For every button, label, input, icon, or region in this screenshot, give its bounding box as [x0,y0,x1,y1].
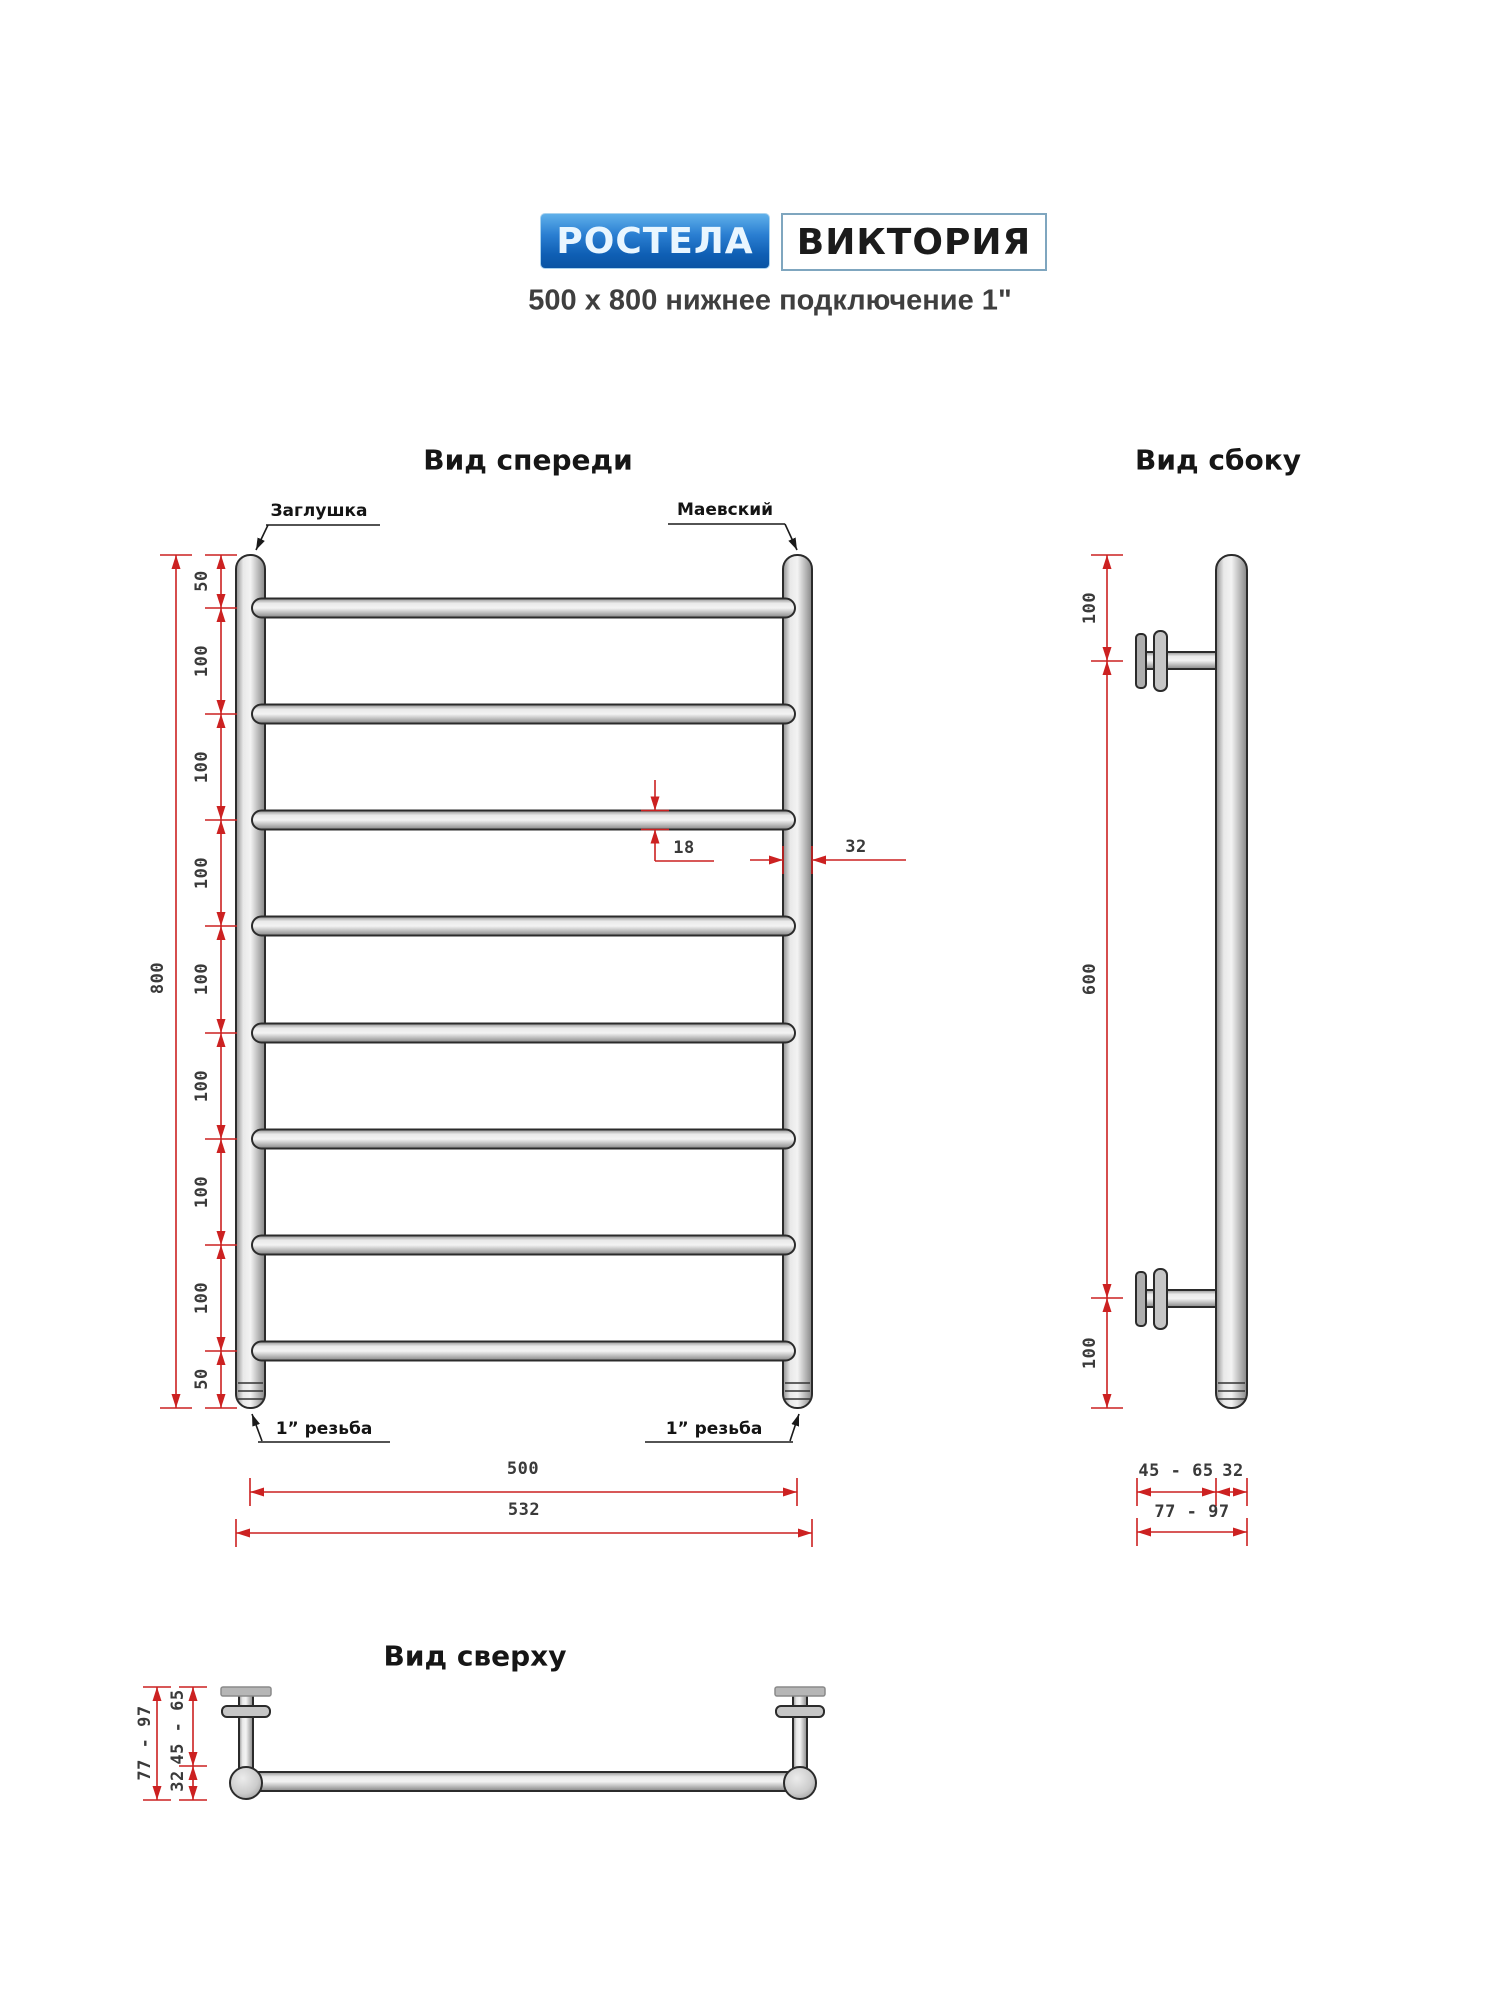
dim-center-width: 500 [506,1459,540,1479]
thread-label-right: 1” резьба [665,1419,763,1439]
dim-top-wall-overall: 77 - 97 [135,1705,155,1781]
dim-chain-3: 100 [192,856,212,890]
dim-post-diameter: 32 [845,837,867,857]
dim-side-wall-to-post: 45 - 65 [1138,1461,1214,1481]
dim-chain-1: 100 [192,644,212,678]
dimension-lines [143,555,1247,1800]
top-view-title: Вид сверху [383,1639,567,1673]
top-post-circle-right [784,1767,816,1799]
side-wall-flange-top [1136,634,1146,688]
dim-chain-6: 100 [192,1175,212,1209]
dim-chain-0: 50 [192,570,212,592]
dim-bar-diameter: 18 [673,838,695,858]
side-collar-top [1154,631,1167,691]
rung [252,1130,795,1149]
air-valve-label: Маевский [676,500,774,520]
dim-total-height: 800 [148,961,168,995]
side-wall-flange-bottom [1136,1272,1146,1326]
rung [252,599,795,618]
top-bar [246,1772,800,1791]
top-collar-left [222,1706,270,1717]
front-left-post [236,555,265,1408]
page-subtitle: 500 x 800 нижнее подключение 1" [528,284,1012,317]
thread-label-left: 1” резьба [275,1419,373,1439]
dim-side-bottom-offset: 100 [1080,1336,1100,1370]
rung [252,1236,795,1255]
dim-side-bracket-span: 600 [1080,962,1100,996]
thread-detail [238,1383,810,1399]
rung [252,917,795,936]
callout-leaders [252,524,799,1442]
dim-side-top-offset: 100 [1080,591,1100,625]
dim-chain-2: 100 [192,750,212,784]
front-rungs [252,599,795,1361]
rung [252,811,795,830]
top-wall-plate-left [221,1687,271,1696]
dim-chain-8: 50 [192,1368,212,1390]
side-collar-bottom [1154,1269,1167,1329]
dim-chain-4: 100 [192,962,212,996]
dim-top-post: 32 [168,1770,188,1792]
top-collar-right [776,1706,824,1717]
top-view-drawing [221,1687,825,1799]
dim-overall-width: 532 [507,1500,541,1520]
front-view-title: Вид спереди [423,443,633,477]
dim-top-wall-to-post: 45 - 65 [168,1689,188,1765]
brand-logo: РОСТЕЛА [540,213,770,269]
front-view-drawing [236,555,812,1408]
side-view-drawing [1136,555,1247,1408]
dim-chain-7: 100 [192,1281,212,1315]
side-view-title: Вид сбоку [1135,443,1301,477]
plug-label: Заглушка [270,501,368,521]
side-post [1216,555,1247,1408]
dim-chain-5: 100 [192,1069,212,1103]
rung [252,1024,795,1043]
rung [252,1342,795,1361]
dim-side-post: 32 [1222,1461,1244,1481]
front-right-post [783,555,812,1408]
top-post-circle-left [230,1767,262,1799]
dim-side-wall-overall: 77 - 97 [1154,1502,1230,1522]
model-logo: ВИКТОРИЯ [781,213,1047,271]
top-wall-plate-right [775,1687,825,1696]
rung [252,705,795,724]
